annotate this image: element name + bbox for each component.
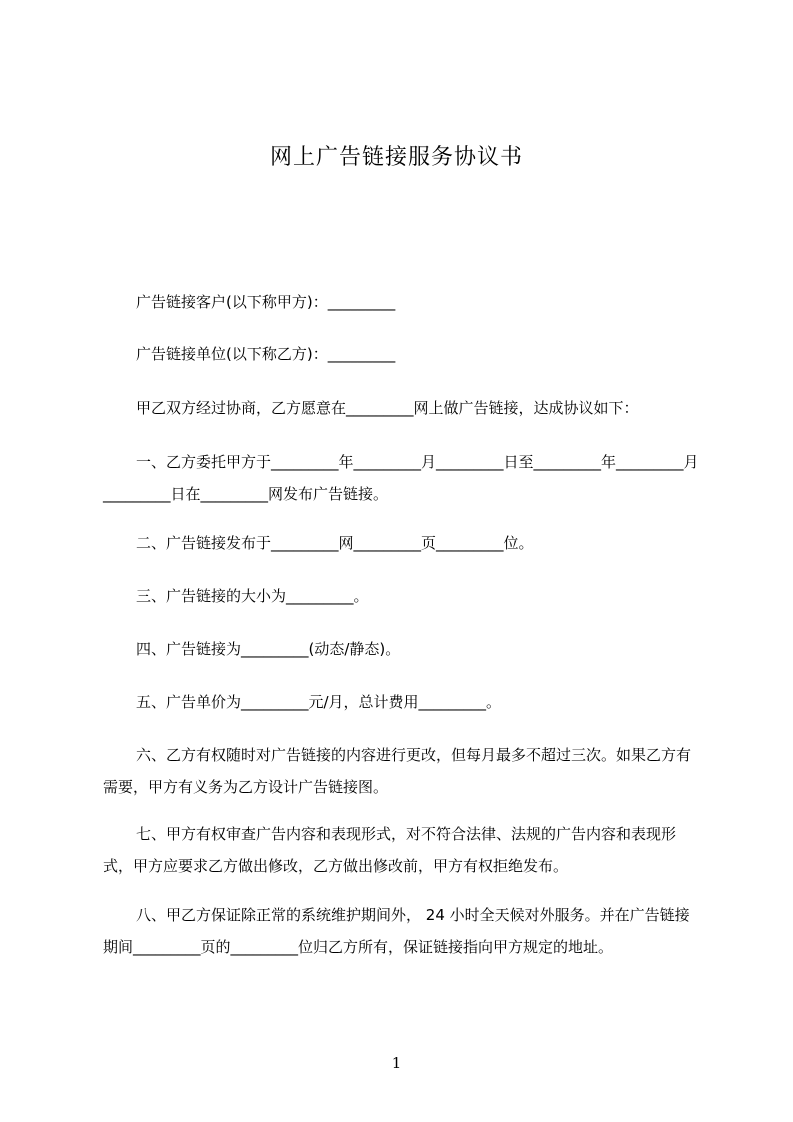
party-a-line: 广告链接客户(以下称甲方)：_________ [136,293,396,311]
party-b-line: 广告链接单位(以下称乙方)：_________ [136,345,396,363]
clause-5: 五、广告单价为_________元/月，总计费用_________。 [136,693,502,711]
clause-7: 七、甲方有权审查广告内容和表现形式，对不符合法律、法规的广告内容和表现形式，甲方应要求乙方做出修改，乙方做出修改前，甲方有权拒绝发布。 [103,825,677,875]
document-title: 网上广告链接服务协议书 [269,145,523,170]
clause-4: 四、广告链接为_________(动态/静态)。 [136,640,401,658]
clause-6: 六、乙方有权随时对广告链接的内容进行更改，但每月最多不超过三次。如果乙方有需要，甲方有义务为乙方设计广告链接图。 [103,746,692,796]
agreement-intro: 甲乙双方经过协商，乙方愿意在_________网上做广告链接，达成协议如下： [136,399,639,417]
clause-8: 八、甲乙方保证除正常的系统维护期间外， 24 小时全天候对外服务。并在广告链接期间_________页的_________位归乙方所有，保证链接指向甲方规定的地址。 [103,906,690,956]
clause-2: 二、广告链接发布于_________网_________页_________位。 [136,534,534,552]
clause-1: 一、乙方委托甲方于_________年_________月_________日至_________年_________月_________日在_________网发布广告链接。 [103,453,699,503]
page-number: 1 [391,1054,402,1072]
clause-3: 三、广告链接的大小为_________。 [136,587,369,605]
